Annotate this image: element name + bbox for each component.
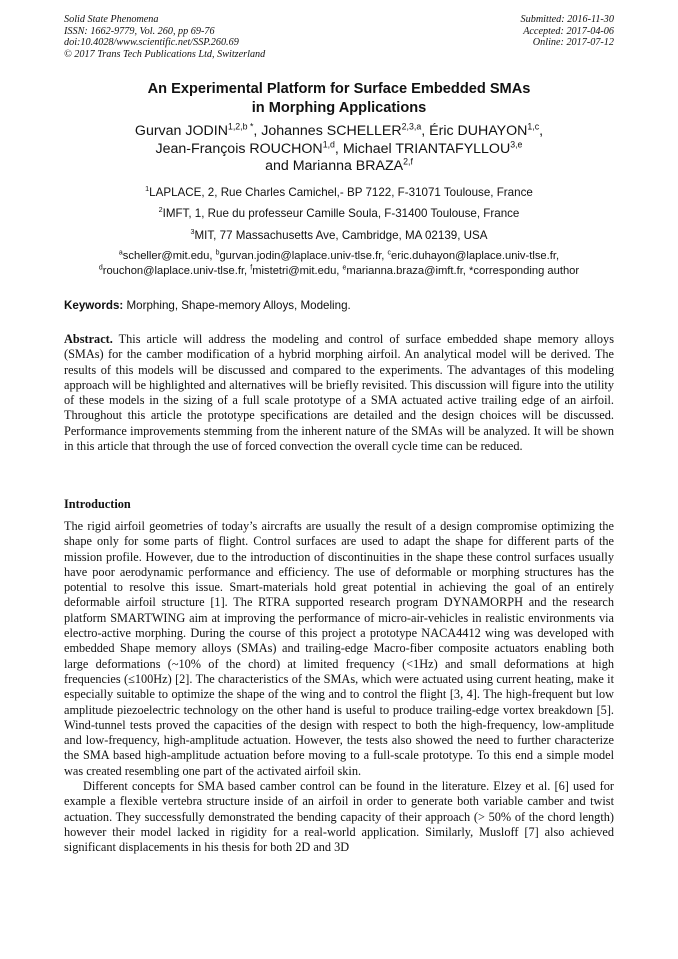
email-mark: c — [387, 249, 391, 257]
affiliation-text: LAPLACE, 2, Rue Charles Camichel,- BP 7122, F-31071 Toulouse, France — [149, 186, 533, 199]
affiliation-mark: 3 — [190, 227, 195, 237]
authors-line-2: Jean-François ROUCHON$^{1,d}$, Michael TRIANTAFYLLOU$^{3,e}$ — [155, 138, 523, 157]
email-mark: e — [342, 263, 347, 271]
submitted-date: Submitted: 2016-11-30 — [520, 14, 614, 25]
authors-line-3 — [64, 158, 614, 176]
author-name: Gurvan JODIN — [134, 123, 228, 139]
author-affiliation-mark: 1,d — [322, 138, 335, 149]
email-mark: a — [118, 249, 123, 257]
email-duhayon[interactable]: eric.duhayon@laplace.univ-tlse.fr, — [391, 250, 560, 262]
copyright: © 2017 Trans Tech Publications Ltd, Switzerland — [64, 48, 266, 60]
author-list — [64, 123, 614, 176]
paper-title — [64, 80, 614, 118]
author-conjunction: and — [265, 158, 289, 174]
section-heading-introduction: Introduction — [64, 497, 131, 511]
email-braza[interactable]: marianna.braza@imft.fr, — [346, 264, 466, 277]
author-name: Éric DUHAYON — [429, 123, 528, 139]
email-mark: f — [250, 263, 253, 271]
affiliation-1 — [64, 186, 614, 200]
abstract — [64, 332, 614, 454]
email-rouchon[interactable]: rouchon@laplace.univ-tlse.fr, — [102, 264, 248, 277]
introduction-paragraph-1: The rigid airfoil geometries of today’s aircrafts are usually the result of a design compromise optimizing the shape only for some parts of flight. Control surfaces are used to adapt the shape for different parts of the mission profile. However, due to the introduction of discontinuities in the shape these control surfaces usually have poor aerodynamic performance and efficiency. The use of deformable or morphing structures has the potential to resolve this issue. Smart-materials hold great potential in achieving the goal of an entirely deformable airfoil structure [1]. The RTRA supported research program DYNAMORPH and the research platform SMARTWING aim at improving the performance of micro-air-vehicles in realistic environments via electro-active morphing. During the course of this project a prototype NACA4412 wing was developed with embedded Shape memory alloys (SMAs) and trailing-edge Macro-fiber composite actuators enabling both large deformations (~10% of the chord) at limited frequency (<1Hz) and small deformations at high frequencies (≤100Hz) [2]. The characteristics of the SMAs, which were actuated using current heating, make it especially suitable to optimize the shape of the wing and to control the flight [3, 4]. The high-frequent but low amplitude piezoelectric technology on the other hand is useful to produce trailing-edge vortex breakdown [5]. Wind-tunnel tests proved the capacities of the design with respect to both the high-frequency, low-amplitude and low-frequency, high-amplitude actuation. However, the tests also showed the need to further characterize the SMA based high-amplitude actuation before moving to a full-scale prototype. To this end a simple model was created resembling one part of the activated airfoil skin. — [64, 519, 614, 778]
keywords — [64, 299, 614, 313]
title-line-1: An Experimental Platform for Surface Embedded SMAs — [147, 81, 531, 97]
author-name: Michael TRIANTAFYLLOU — [342, 140, 511, 157]
affiliation-2 — [64, 207, 614, 221]
abstract-text: This article will address the modeling and control of surface embedded shape memory alloys (SMAs) for the camber modification of a hybrid morphing airfoil. An analytical model will be derived. The results of this models will be discussed and compared to the experiments. The advantages of this modeling approach will be highlighted and alternatives will be briefly revisited. This discussion will figure into the utility of these models in the sizing of a full scale prototype of a SMA actuated active trailing edge of an airfoil. Throughout this article the prototype specifications are detailed and the design choices will be discussed. Performance improvements stemming from the inherent nature of the SMAs will be analyzed. It will be shown in this article that through the use of forced convection the overall cycle time can be reduced. — [64, 332, 614, 454]
email-jodin[interactable]: gurvan.jodin@laplace.univ-tlse.fr, — [219, 250, 385, 262]
title-line-2: in Morphing Applications — [251, 100, 427, 116]
author-affiliation-mark: 1,2,b * — [227, 121, 254, 132]
affiliation-3 — [64, 229, 614, 243]
affiliation-text: IMFT, 1, Rue du professeur Camille Soula, F-31400 Toulouse, France — [162, 207, 520, 220]
doi[interactable]: doi:10.4028/www.scientific.net/SSP.260.69 — [64, 37, 239, 49]
email-mark: d — [98, 263, 103, 271]
issn-volume: ISSN: 1662-9779, Vol. 260, pp 69-76 — [64, 25, 215, 37]
email-mark: b — [215, 249, 220, 257]
introduction-body — [64, 519, 614, 856]
author-affiliation-mark: 2,f — [403, 156, 413, 167]
author-affiliation-mark: 1,c — [527, 121, 540, 132]
corresponding-author-note: *corresponding author — [469, 264, 580, 277]
author-affiliation-mark: 2,3,a — [401, 121, 422, 132]
affiliation-mark: 2 — [158, 205, 163, 215]
introduction-paragraph-2: Different concepts for SMA based camber control can be found in the literature. Elzey et al. [6] used for example a flexible vertebra structure inside of an airfoil in order to generate both variable camber and twist actuation. They successfully demonstrated the bending capacity of their approach (> 50% of the chord length) however their model lacked in rigidity for a real-world application. Similarly, Musloff [7] also achieved significant displacements in his thesis for both 2D and 3D — [64, 779, 614, 855]
emails-line-2 — [64, 264, 614, 279]
author-name: Jean-François ROUCHON — [155, 140, 323, 157]
email-mistetri[interactable]: mistetri@mit.edu, — [252, 264, 340, 277]
keywords-label: Keywords: — [64, 299, 124, 312]
author-emails — [64, 249, 614, 278]
email-scheller[interactable]: scheller@mit.edu, — [122, 250, 213, 262]
author-affiliation-mark: 3,e — [510, 138, 523, 149]
emails-line-1 — [64, 249, 614, 264]
publication-dates — [521, 14, 614, 49]
journal-info — [64, 14, 265, 60]
online-date: Online: 2017-07-12 — [532, 37, 614, 49]
author-name: Johannes SCHELLER — [261, 123, 402, 139]
abstract-label: Abstract. — [64, 332, 113, 346]
accepted-date: Accepted: 2017-04-06 — [523, 25, 614, 37]
affiliation-text: MIT, 77 Massachusetts Ave, Cambridge, MA 02139, USA — [194, 229, 488, 242]
journal-name: Solid State Phenomena — [64, 14, 159, 25]
keywords-text: Morphing, Shape-memory Alloys, Modeling. — [123, 299, 351, 312]
authors-line-1: Gurvan $JODIN^{1,2,b *}$, Johannes SCHELLER$^{2,3,a}$, Éric DUHAYON$^{1,c}$, — [134, 121, 544, 139]
affiliation-mark: 1 — [145, 184, 150, 194]
author-name: Marianna BRAZA — [292, 158, 404, 174]
